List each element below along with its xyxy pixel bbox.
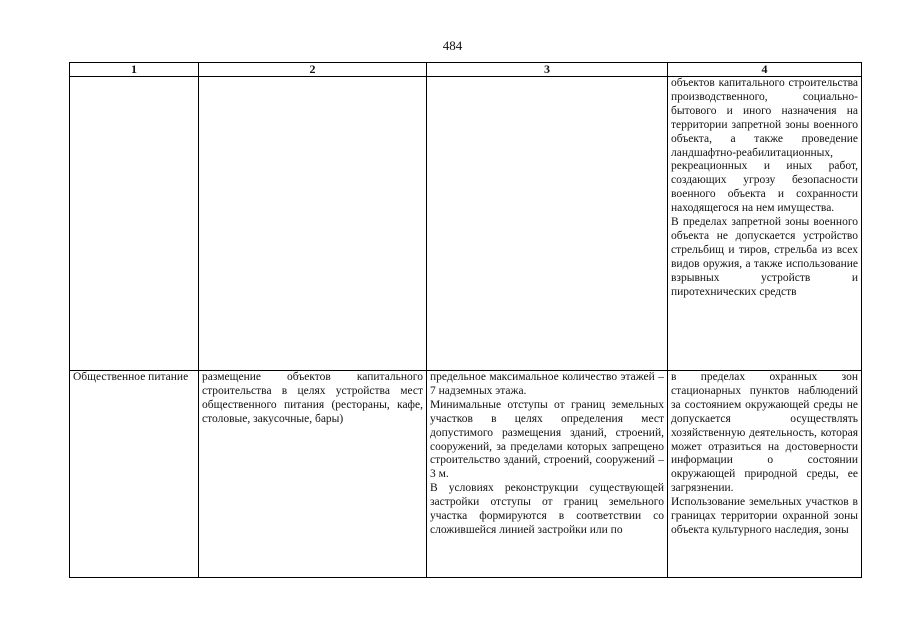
table-row (70, 371, 862, 578)
cell-use-type: Общественное питание (70, 371, 199, 578)
page-number: 484 (442, 38, 463, 53)
cell-description (199, 77, 427, 371)
cell-parameters (427, 371, 668, 578)
regulations-table (69, 62, 862, 578)
header-col-4: 4 (668, 63, 862, 77)
cell-restrictions (668, 371, 862, 578)
paragraph: предельное максимальное количество этажей – 7 надземных этажа. (430, 371, 664, 397)
cell-parameters (427, 77, 668, 371)
paragraph: в пределах охранных зон стационарных пунктов наблюдений за состоянием окружающей среды не допускается осуществлять хозяйственную деятельность, которая может отразиться на достоверности информации о состоянии окружающей природной среды, ее загрязнении. (671, 371, 858, 495)
header-col-1: 1 (70, 63, 199, 77)
table-row (70, 77, 862, 371)
cell-restrictions (668, 77, 862, 371)
table-header-row (70, 63, 862, 77)
paragraph: объектов капитального строительства производственного, социально-бытового и иного назначения на территории запретной зоны военного объекта, а также проведение ландшафтно-реабилитационных, рекреационных и иных работ, создающих угрозу безопасности военного объекта и сохранности находящегося на нем имущества. (671, 77, 858, 215)
cell-description: размещение объектов капитального строительства в целях устройства мест общественного питания (рестораны, кафе, столовые, закусочные, бары) (199, 371, 427, 578)
paragraph: В условиях реконструкции существующей застройки отступы от границ земельного участка формируются в соответствии со сложившейся линией застройки или по (430, 482, 664, 536)
header-col-2: 2 (199, 63, 427, 77)
paragraph: Использование земельных участков в границах территории охранной зоны объекта культурного наследия, зоны (671, 496, 858, 536)
cell-use-type (70, 77, 199, 371)
paragraph: Минимальные отступы от границ земельных участков в целях определения мест допустимого размещения зданий, строений, сооружений, за пределами которых запрещено строительство зданий, строений, сооружений – 3 м. (430, 398, 664, 481)
paragraph: В пределах запретной зоны военного объекта не допускается устройство стрельбищ и тиров, стрельба из всех видов оружия, а также использование взрывных устройств и пиротехнических средств (671, 216, 858, 298)
header-col-3: 3 (427, 63, 668, 77)
